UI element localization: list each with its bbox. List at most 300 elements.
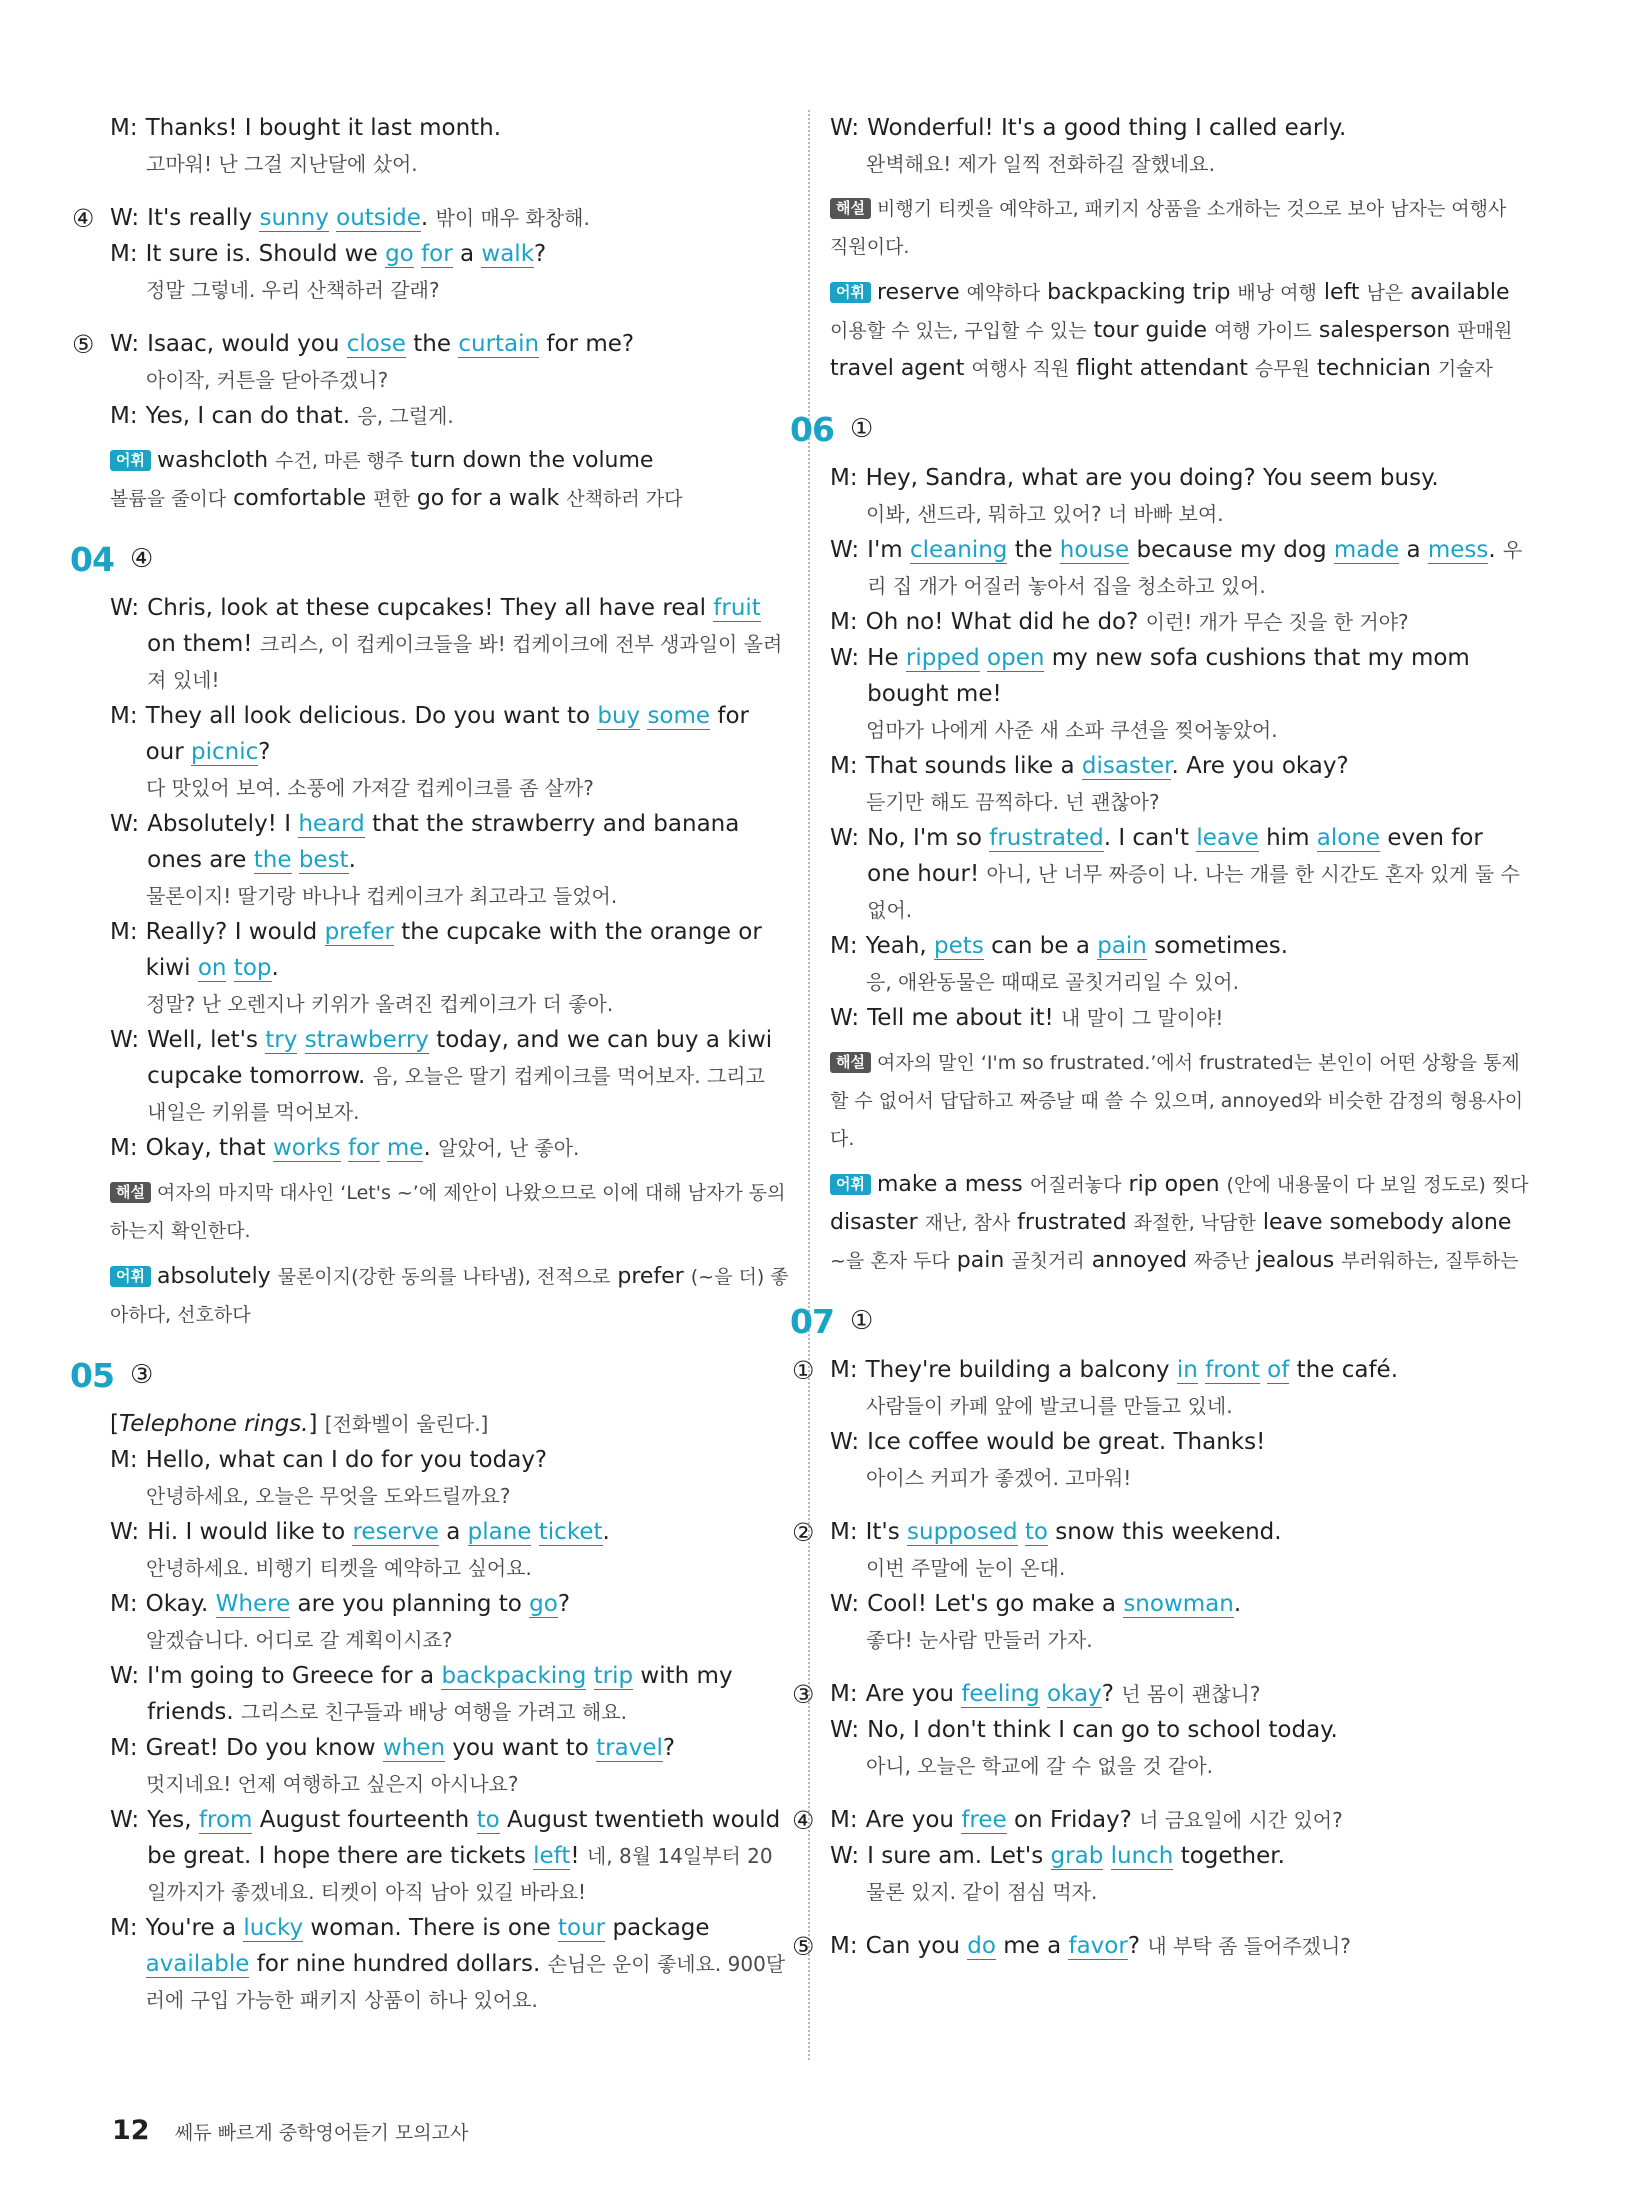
keyword-blank: feeling [961,1681,1040,1707]
keyword-blank: me [386,1135,424,1161]
keyword-blank: plane [467,1519,532,1545]
speaker-label: W: [830,1843,860,1869]
keyword-blank: from [198,1807,253,1833]
keyword-blank: picnic [191,739,259,765]
note-body [110,1258,790,1334]
keyword-blank: grab [1050,1843,1104,1869]
utterance: Are you free on Friday? 너 금요일에 시간 있어? [865,1807,1343,1833]
note-body [110,1174,790,1250]
speaker-label: M: [830,1807,858,1833]
keyword-blank: go [529,1591,558,1617]
korean-translation-line: 알겠습니다. 어디로 갈 계획이시죠? [146,1628,453,1652]
utterance: Tell me about it! 내 말이 그 말이야! [867,1005,1224,1031]
vocab-term: available [1403,280,1510,305]
stage-direction: Telephone rings. [118,1411,309,1437]
korean-translation-line: 듣기만 해도 끔찍하다. 넌 괜찮아? [866,790,1160,814]
speaker-label: W: [110,1027,140,1053]
utterance: Isaac, would you close the curtain for me? [147,331,635,357]
korean-translation: 그리스로 친구들과 배낭 여행을 가려고 해요. [241,1700,627,1724]
vocab-badge: 어휘 [110,1266,151,1287]
vocab-meaning: 골칫거리 [1011,1250,1085,1272]
dialogue-line [72,200,790,236]
utterance: It sure is. Should we go for a walk? [145,241,547,267]
dialogue-line [792,1802,1530,1838]
dialogue-line [110,1442,790,1478]
speaker-label: M: [110,1915,138,1941]
vocab-term: washcloth [156,448,276,473]
dialogue-line [110,1910,790,2018]
utterance: Hey, Sandra, what are you doing? You seem busy. [865,465,1439,491]
speaker-label: W: [830,537,860,563]
dialogue-line [110,1022,790,1130]
korean-translation-line: 멋지네요! 언제 여행하고 싶은지 아시나요? [146,1772,519,1796]
vocab-meaning: (안에 내용물이 다 보일 정도로) 찢다 [1226,1174,1529,1196]
page-footer [112,2115,468,2146]
vocab-term: rip open [1121,1172,1227,1197]
option-marker: ② [792,1518,815,1547]
keyword-blank: prefer [324,919,394,945]
dialogue-line [830,110,1530,146]
speaker-label: M: [110,919,138,945]
keyword-blank: curtain [458,331,540,357]
answer-mark: ③ [129,1360,154,1390]
keyword-blank: house [1059,537,1130,563]
korean-translation-line: 다 맛있어 보여. 소풍에 가져갈 컵케이크를 좀 살까? [146,776,594,800]
answer-mark: ① [849,1306,874,1336]
utterance: Oh no! What did he do? 이런! 개가 무슨 짓을 한 거야? [865,609,1409,635]
keyword-blank: pain [1097,933,1147,959]
speaker-label: W: [110,595,140,621]
vocab-meaning: ~을 혼자 두다 [830,1250,950,1272]
keyword-blank: works [272,1135,341,1161]
keyword-blank: Where [215,1591,291,1617]
vocab-meaning: 산책하러 가다 [566,488,683,510]
speaker-label: M: [110,1735,138,1761]
korean-translation-line: 사람들이 카페 앞에 발코니를 만들고 있네. [866,1394,1233,1418]
option-marker: ① [792,1356,815,1385]
korean-translation: 넌 몸이 괜찮니? [1121,1682,1261,1706]
explanation-note [110,1174,790,1250]
keyword-blank: go [385,241,414,267]
option-marker: ③ [792,1680,815,1709]
vocab-meaning: 어질러놓다 [1029,1174,1122,1196]
dialogue-line [792,1676,1530,1712]
keyword-blank: available [145,1951,250,1977]
vocab-term: annoyed [1084,1248,1195,1273]
dialogue-07 [792,1352,1530,1964]
utterance: You're a lucky woman. There is one tour package available for nine hundred dollars. 손님은 운이 좋네요. 900달러에 구입 가능한 패키지 상품이 하나 있어요. [145,1915,786,2012]
dialogue-line [830,928,1530,964]
keyword-blank: pets [934,933,984,959]
korean-translation-line: 이봐, 샌드라, 뭐하고 있어? 너 바빠 보여. [866,502,1224,526]
korean-translation: 네, 8월 14일부터 20일까지가 좋겠네요. 티켓이 아직 남아 있길 바라요! [147,1844,773,1904]
keyword-blank: sunny [259,205,329,231]
utterance: Great! Do you know when you want to travel? [145,1735,676,1761]
korean-translation: 내 부탁 좀 들어주겠니? [1147,1934,1351,1958]
keyword-blank: snowman [1123,1591,1234,1617]
korean-translation-line: 아이작, 커튼을 닫아주겠니? [146,368,389,392]
vocab-term: travel agent [830,356,972,381]
utterance: They all look delicious. Do you want to buy some for our picnic? [145,703,750,765]
vocab-term: jealous [1249,1248,1342,1273]
vocab-note [830,1166,1530,1280]
vocab-meaning: 수건, 마른 행주 [275,450,404,472]
korean-translation: 내 말이 그 말이야! [1061,1006,1224,1030]
speaker-label: M: [830,753,858,779]
speaker-label: W: [830,1005,860,1031]
speaker-label: M: [110,703,138,729]
dialogue-line [792,1352,1530,1388]
utterance: Okay. Where are you planning to go? [145,1591,571,1617]
speaker-label: M: [830,465,858,491]
vocab-term: left [1316,280,1367,305]
question-number: 04 [70,539,114,579]
spacer [830,1658,1530,1676]
speaker-label: M: [110,241,138,267]
keyword-blank: buy [597,703,641,729]
korean-translation-line: 아니, 오늘은 학교에 갈 수 없을 것 같아. [866,1754,1214,1778]
korean-translation-line: 물론 있지. 같이 점심 먹자. [866,1880,1098,1904]
vocab-term: absolutely [156,1264,278,1289]
dialogue-line [110,1586,790,1622]
keyword-blank: best [298,847,349,873]
korean-translation: 손님은 운이 좋네요. 900달러에 구입 가능한 패키지 상품이 하나 있어요. [145,1952,786,2012]
dialogue-line [72,326,790,362]
spacer [110,182,790,200]
dialogue-line [110,1406,790,1442]
utterance: Ice coffee would be great. Thanks! [867,1429,1266,1455]
vocab-badge: 어휘 [110,450,151,471]
keyword-blank: open [987,645,1045,671]
dialogue-line [110,1802,790,1910]
dialogue-line [830,820,1530,928]
utterance: I sure am. Let's grab lunch together. [867,1843,1285,1869]
keyword-blank: the [253,847,292,873]
keyword-blank: some [647,703,711,729]
speaker-label: M: [830,1519,858,1545]
dialogue-continued [72,110,790,434]
vocab-term: turn down the volume [403,448,654,473]
dialogue-line [792,1928,1530,1964]
utterance: Yes, I can do that. 응, 그럴게. [145,403,454,429]
korean-translation-line: 정말? 난 오렌지나 키위가 올려진 컵케이크가 더 좋아. [146,992,614,1016]
korean-translation: [전화벨이 울린다.] [324,1412,489,1436]
question-number: 05 [70,1355,114,1395]
vocab-badge: 어휘 [830,282,871,303]
keyword-blank: when [382,1735,446,1761]
korean-translation-line: 이번 주말에 눈이 온대. [866,1556,1066,1580]
note-body [830,1166,1530,1280]
dialogue-line [830,1424,1530,1460]
korean-translation-line: 완벽해요! 제가 일찍 전화하길 잘했네요. [866,152,1215,176]
dialogue-05 [110,1406,790,2018]
keyword-blank: ripped [905,645,980,671]
korean-translation-line: 고마워! 난 그걸 지난달에 샀어. [146,152,418,176]
korean-translation: 음, 오늘은 딸기 컵케이크를 먹어보자. 그리고 내일은 키위를 먹어보자. [147,1064,765,1124]
vocab-meaning: 여자의 말인 ‘I'm so frustrated.’에서 frustrated는 본인이 어떤 상황을 통제할 수 없어서 답답하고 짜증날 때 쓸 수 있으며, annoyed와 비슷한 감정의 형용사이다. [830,1052,1524,1150]
korean-translation-line: 안녕하세요. 비행기 티켓을 예약하고 싶어요. [146,1556,532,1580]
speaker-label: W: [110,331,140,357]
speaker-label: M: [830,1933,858,1959]
question-number: 06 [790,409,834,449]
spacer [830,1496,1530,1514]
korean-translation-line: 안녕하세요, 오늘은 무엇을 도와드릴까요? [146,1484,511,1508]
speaker-label: M: [830,933,858,959]
keyword-blank: free [961,1807,1007,1833]
note-body [830,274,1530,388]
keyword-blank: alone [1316,825,1381,851]
option-marker: ④ [792,1806,815,1835]
dialogue-line [110,398,790,434]
vocab-term: comfortable [226,486,374,511]
dialogue-line [110,1658,790,1730]
utterance: Can you do me a favor? 내 부탁 좀 들어주겠니? [865,1933,1351,1959]
keyword-blank: for [347,1135,380,1161]
vocab-term: reserve [876,280,967,305]
keyword-blank: reserve [352,1519,439,1545]
vocab-meaning: 여행 가이드 [1214,320,1312,342]
speaker-label: W: [110,1663,140,1689]
note-body [110,442,790,518]
speaker-label: W: [110,1519,140,1545]
dialogue-line [110,1730,790,1766]
vocab-meaning: 재난, 참사 [924,1212,1011,1234]
dialogue-line [830,532,1530,604]
note-body [830,190,1530,266]
vocab-badge: 어휘 [830,1174,871,1195]
question-number: 07 [790,1301,834,1341]
utterance: Okay, that works for me. 알았어, 난 좋아. [145,1135,580,1161]
vocab-meaning: 배낭 여행 [1237,282,1317,304]
right-column [790,110,1530,1964]
keyword-blank: favor [1068,1933,1128,1959]
korean-translation-line: 정말 그렇네. 우리 산책하러 갈래? [146,278,440,302]
vocab-term: backpacking trip [1040,280,1238,305]
speaker-label: M: [830,1357,858,1383]
dialogue-line [830,748,1530,784]
speaker-label: W: [830,645,860,671]
speaker-label: M: [830,1681,858,1707]
utterance: Cool! Let's go make a snowman. [867,1591,1242,1617]
vocab-meaning: 남은 [1366,282,1404,304]
dialogue-line [110,914,790,986]
keyword-blank: ticket [538,1519,603,1545]
dialogue-04 [110,590,790,1166]
vocab-note [110,1258,790,1334]
option-marker: ④ [72,204,95,233]
utterance: Are you feeling okay? 넌 몸이 괜찮니? [865,1681,1261,1707]
speaker-label: W: [110,1807,140,1833]
vocab-meaning: 예약하다 [966,282,1041,304]
keyword-blank: in [1176,1357,1198,1383]
vocab-term: disaster [830,1210,925,1235]
vocab-term: frustrated [1010,1210,1134,1235]
vocab-meaning: 기술자 [1437,358,1493,380]
korean-translation: 밖이 매우 화창해. [435,206,590,230]
dialogue-line [110,1130,790,1166]
keyword-blank: front [1205,1357,1260,1383]
utterance: I'm going to Greece for a backpacking trip with my friends. 그리스로 친구들과 배낭 여행을 가려고 해요. [147,1663,733,1725]
keyword-blank: trip [593,1663,634,1689]
vocab-term: go for a walk [409,486,567,511]
vocab-meaning: 짜증난 [1194,1250,1250,1272]
vocab-term: leave somebody alone [1255,1210,1512,1235]
keyword-blank: cleaning [909,537,1008,563]
korean-translation-line: 좋다! 눈사람 만들러 가자. [866,1628,1093,1652]
keyword-blank: lucky [243,1915,304,1941]
dialogue-continued [830,110,1530,182]
vocab-term: salesperson [1311,318,1458,343]
keyword-blank: disaster [1081,753,1172,779]
korean-translation-line: 응, 애완동물은 때때로 골칫거리일 수 있어. [866,970,1239,994]
vocab-meaning: (~을 더) 좋아하다, 선호하다 [110,1266,789,1326]
utterance: [Telephone rings.] [전화벨이 울린다.] [110,1411,489,1437]
utterance: Thanks! I bought it last month. [145,115,502,141]
speaker-label: W: [830,1717,860,1743]
dialogue-line [830,640,1530,712]
vocab-meaning: 승무원 [1254,358,1310,380]
speaker-label: M: [110,403,138,429]
utterance: Hello, what can I do for you today? [145,1447,548,1473]
korean-translation: 너 금요일에 시간 있어? [1139,1808,1343,1832]
vocab-term: tour guide [1086,318,1215,343]
utterance: Well, let's try strawberry today, and we can buy a kiwi cupcake tomorrow. 음, 오늘은 딸기 컵케이크를 먹어보자. 그리고 내일은 키위를 먹어보자. [147,1027,773,1124]
note-body [830,1044,1530,1158]
keyword-blank: to [476,1807,500,1833]
dialogue-line [830,1000,1530,1036]
dialogue-line [110,236,790,272]
utterance: Wonderful! It's a good thing I called early. [867,115,1347,141]
page-number: 12 [112,2115,150,2146]
option-marker: ⑤ [72,330,95,359]
answer-mark: ④ [129,544,154,574]
explanation-badge: 해설 [830,1052,871,1073]
speaker-label: W: [830,1591,860,1617]
utterance: They're building a balcony in front of the café. [865,1357,1399,1383]
dialogue-line [830,1838,1530,1874]
dialogue-line [830,460,1530,496]
korean-translation: 응, 그럴게. [357,404,454,428]
speaker-label: W: [110,205,140,231]
dialogue-line [110,1514,790,1550]
keyword-blank: travel [596,1735,663,1761]
korean-translation-line: 물론이지! 딸기랑 바나나 컵케이크가 최고라고 들었어. [146,884,618,908]
dialogue-line [110,698,790,770]
utterance: He ripped open my new sofa cushions that my mom bought me! [867,645,1470,707]
explanation-badge: 해설 [110,1182,151,1203]
utterance: Hi. I would like to reserve a plane ticket. [147,1519,610,1545]
explanation-note [830,1044,1530,1158]
dialogue-line [792,1514,1530,1550]
vocab-term: make a mess [876,1172,1030,1197]
keyword-blank: frustrated [989,825,1104,851]
speaker-label: W: [830,1429,860,1455]
keyword-blank: for [421,241,453,267]
book-title: 쎄듀 빠르게 중학영어듣기 모의고사 [174,2122,469,2144]
korean-translation-line: 아이스 커피가 좋겠어. 고마워! [866,1466,1132,1490]
utterance: That sounds like a disaster. Are you okay? [865,753,1349,779]
keyword-blank: of [1267,1357,1290,1383]
explanation-note [830,190,1530,266]
dialogue-line [830,1712,1530,1748]
keyword-blank: top [233,955,272,981]
speaker-label: W: [110,811,140,837]
question-header-04 [70,532,790,586]
keyword-blank: tour [558,1915,606,1941]
korean-translation: 크리스, 이 컵케이크들을 봐! 컵케이크에 전부 생과일이 올려져 있네! [147,632,783,692]
keyword-blank: to [1024,1519,1048,1545]
keyword-blank: walk [481,241,535,267]
question-header-05 [70,1348,790,1402]
dialogue-line [830,604,1530,640]
vocab-term: flight attendant [1069,356,1255,381]
dialogue-06 [830,460,1530,1036]
korean-translation-line: 엄마가 나에게 사준 새 소파 쿠션을 찢어놓았어. [866,718,1278,742]
dialogue-line [110,806,790,878]
vocab-note [830,274,1530,388]
keyword-blank: heard [298,811,365,837]
utterance: No, I don't think I can go to school today. [867,1717,1338,1743]
vocab-term: prefer [610,1264,691,1289]
vocab-meaning: 여행사 직원 [971,358,1070,380]
vocab-meaning: 부러워하는, 질투하는 [1341,1250,1519,1272]
keyword-blank: do [967,1933,996,1959]
question-header-07 [790,1294,1530,1348]
utterance: No, I'm so frustrated. I can't leave him alone even for one hour! 아니, 난 너무 짜증이 나. 나는 개를 한 시간도 혼자 있게 둘 수 없어. [867,825,1520,922]
korean-translation: 우리 집 개가 어질러 놓아서 집을 청소하고 있어. [867,538,1523,598]
left-column [70,110,790,2018]
vocab-term: pain [949,1248,1012,1273]
vocab-meaning: 편한 [373,488,410,510]
keyword-blank: left [533,1843,571,1869]
keyword-blank: leave [1196,825,1259,851]
speaker-label: M: [830,609,858,635]
vocab-meaning: 비행기 티켓을 예약하고, 패키지 상품을 소개하는 것으로 보아 남자는 여행사 직원이다. [830,198,1507,258]
spacer [830,1910,1530,1928]
spacer [830,1784,1530,1802]
keyword-blank: made [1333,537,1400,563]
vocab-meaning: 볼륨을 줄이다 [110,488,227,510]
spacer [110,308,790,326]
vocab-meaning: 물론이지(강한 동의를 나타냄), 전적으로 [277,1266,611,1288]
vocab-meaning: 이용할 수 있는, 구입할 수 있는 [830,320,1087,342]
speaker-label: M: [110,115,138,141]
keyword-blank: mess [1427,537,1489,563]
option-marker: ⑤ [792,1932,815,1961]
dialogue-line [110,590,790,698]
utterance: Chris, look at these cupcakes! They all have real fruit on them! 크리스, 이 컵케이크들을 봐! 컵케이크에 전부 생과일이 올려져 있네! [147,595,783,692]
vocab-note [110,442,790,518]
keyword-blank: try [265,1027,298,1053]
speaker-label: M: [110,1135,138,1161]
keyword-blank: supposed [907,1519,1018,1545]
vocab-meaning: 여자의 마지막 대사인 ‘Let's ~’에 제안이 나왔으므로 이에 대해 남자가 동의하는지 확인한다. [110,1182,786,1242]
keyword-blank: strawberry [304,1027,429,1053]
utterance: Yes, from August fourteenth to August twentieth would be great. I hope there are tickets left! 네, 8월 14일부터 20일까지가 좋겠네요. 티켓이 아직 남아 있길 바라요! [147,1807,781,1904]
dialogue-line [830,1586,1530,1622]
speaker-label: W: [830,115,860,141]
keyword-blank: okay [1046,1681,1102,1707]
utterance: Really? I would prefer the cupcake with the orange or kiwi on top. [145,919,762,981]
korean-translation: 아니, 난 너무 짜증이 나. 나는 개를 한 시간도 혼자 있게 둘 수 없어. [867,862,1520,922]
vocab-term: technician [1309,356,1438,381]
utterance: Absolutely! I heard that the strawberry and banana ones are the best. [147,811,740,873]
keyword-blank: on [197,955,227,981]
utterance: I'm cleaning the house because my dog made a mess. 우리 집 개가 어질러 놓아서 집을 청소하고 있어. [867,537,1523,598]
dialogue-line [110,110,790,146]
vocab-meaning: 판매원 [1457,320,1513,342]
answer-mark: ① [849,414,874,444]
